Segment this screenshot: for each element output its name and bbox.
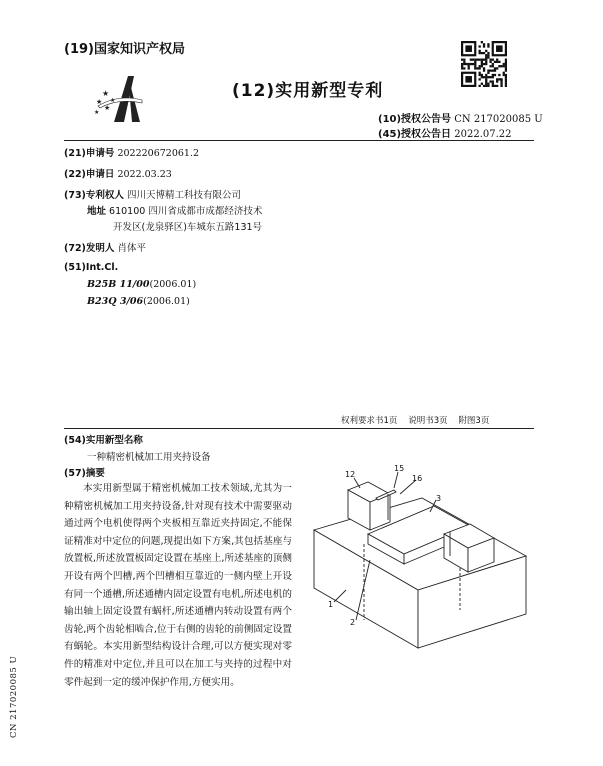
qr-module xyxy=(487,56,489,58)
qr-module xyxy=(461,59,463,61)
qr-module xyxy=(498,65,500,67)
office-name: (19)国家知识产权局 xyxy=(64,42,185,57)
qr-module xyxy=(483,63,485,65)
qr-module xyxy=(487,72,489,74)
qr-module xyxy=(500,85,502,87)
qr-module xyxy=(468,63,470,65)
application-number-row xyxy=(64,145,199,159)
qr-module xyxy=(479,50,481,52)
qr-module xyxy=(461,65,463,67)
qr-module xyxy=(463,61,465,63)
figure-label: 2 xyxy=(350,618,356,627)
qr-module xyxy=(487,69,489,71)
qr-module xyxy=(487,76,489,78)
qr-module xyxy=(481,76,483,78)
qr-module xyxy=(485,54,487,56)
cnipa-logo-graphic xyxy=(92,72,144,124)
qr-module xyxy=(505,80,507,82)
qr-module xyxy=(505,69,507,71)
utility-name: 一种精密机械加工用夹持设备 xyxy=(87,452,211,463)
publication-date-label: (45)授权公告日 xyxy=(378,129,452,140)
qr-module xyxy=(503,65,505,67)
qr-module xyxy=(481,59,483,61)
figure-label: 1 xyxy=(328,600,334,609)
qr-module xyxy=(498,78,500,80)
qr-module xyxy=(505,83,507,85)
qr-module xyxy=(503,72,505,74)
qr-module xyxy=(474,61,476,63)
qr-module xyxy=(487,83,489,85)
qr-finder xyxy=(496,45,503,52)
qr-code-graphic xyxy=(461,41,507,87)
qr-module xyxy=(483,52,485,54)
publication-date: 2022.07.22 xyxy=(454,129,512,140)
qr-module xyxy=(485,85,487,87)
figure-drawing xyxy=(300,460,538,660)
qr-module xyxy=(461,67,463,69)
qr-module xyxy=(479,67,481,69)
filing-date-label: (22)申请日 xyxy=(64,169,115,180)
qr-module xyxy=(492,85,494,87)
inventor-row xyxy=(64,240,146,254)
qr-module xyxy=(489,69,491,71)
qr-module xyxy=(503,63,505,65)
qr-module xyxy=(485,80,487,82)
qr-module xyxy=(479,52,481,54)
address-row xyxy=(87,203,262,217)
qr-finder xyxy=(465,76,472,83)
qr-finder xyxy=(465,45,472,52)
qr-module xyxy=(496,59,498,61)
qr-module xyxy=(481,65,483,67)
ipc-code: B23Q 3/06 xyxy=(87,296,144,307)
abstract-label: (57)摘要 xyxy=(64,468,105,479)
ipc-version: (2006.01) xyxy=(149,279,197,290)
patent-owner-label: (73)专利权人 xyxy=(64,190,124,201)
qr-module xyxy=(481,61,483,63)
qr-module xyxy=(463,67,465,69)
svg-text:★: ★ xyxy=(110,97,116,104)
qr-module xyxy=(474,65,476,67)
ipc-row-1 xyxy=(87,279,196,290)
qr-module xyxy=(500,80,502,82)
qr-module xyxy=(481,63,483,65)
qr-module xyxy=(496,78,498,80)
qr-module xyxy=(492,69,494,71)
filing-date: 2022.03.23 xyxy=(117,169,172,180)
qr-module xyxy=(472,63,474,65)
application-number: 202220672061.2 xyxy=(117,148,200,159)
qr-module xyxy=(483,59,485,61)
ipc-label-text: (51)Int.Cl. xyxy=(64,262,119,273)
qr-module xyxy=(487,45,489,47)
middle-divider xyxy=(64,428,534,429)
qr-module xyxy=(481,74,483,76)
inventor: 肖体平 xyxy=(117,243,146,254)
qr-module xyxy=(489,61,491,63)
qr-module xyxy=(494,74,496,76)
publication-number: CN 217020085 U xyxy=(454,114,543,125)
qr-module xyxy=(500,78,502,80)
qr-module xyxy=(474,63,476,65)
qr-module xyxy=(474,67,476,69)
qr-module xyxy=(494,61,496,63)
qr-module xyxy=(503,74,505,76)
figure-label: 3 xyxy=(436,494,442,503)
top-divider xyxy=(64,140,534,141)
qr-module xyxy=(461,63,463,65)
publication-number-label: (10)授权公告号 xyxy=(378,114,452,125)
qr-module xyxy=(463,63,465,65)
qr-module xyxy=(485,76,487,78)
publication-date-row xyxy=(378,125,512,140)
qr-module xyxy=(489,76,491,78)
qr-module xyxy=(496,80,498,82)
qr-module xyxy=(465,63,467,65)
qr-module xyxy=(481,52,483,54)
qr-module xyxy=(468,67,470,69)
qr-module xyxy=(494,69,496,71)
qr-module xyxy=(492,59,494,61)
qr-module xyxy=(487,54,489,56)
publication-number-row xyxy=(378,110,543,125)
ipc-code: B25B 11/00 xyxy=(87,279,150,290)
ipc-label xyxy=(64,262,118,273)
qr-module xyxy=(492,63,494,65)
qr-module xyxy=(505,61,507,63)
document-type-title: (12)实用新型专利 xyxy=(232,81,384,101)
patent-owner-row xyxy=(64,187,241,201)
qr-module xyxy=(492,74,494,76)
address-line-1: 610100 四川省成都市成都经济技术 xyxy=(109,206,263,217)
qr-module xyxy=(483,85,485,87)
address-label: 地址 xyxy=(87,206,107,217)
application-number-label: (21)申请号 xyxy=(64,148,115,159)
ipc-version: (2006.01) xyxy=(143,296,190,307)
qr-module xyxy=(483,76,485,78)
svg-text:★: ★ xyxy=(104,104,111,112)
qr-module xyxy=(481,83,483,85)
qr-module xyxy=(494,67,496,69)
qr-module xyxy=(479,85,481,87)
cnipa-logo xyxy=(92,72,144,124)
qr-module xyxy=(472,59,474,61)
qr-module xyxy=(483,43,485,45)
ipc-row-2 xyxy=(87,296,190,307)
qr-module xyxy=(487,52,489,54)
qr-module xyxy=(485,83,487,85)
qr-module xyxy=(505,74,507,76)
qr-module xyxy=(481,41,483,43)
qr-module xyxy=(485,59,487,61)
qr-module xyxy=(494,85,496,87)
qr-module xyxy=(485,74,487,76)
figure-label: 12 xyxy=(345,470,356,479)
qr-module xyxy=(498,74,500,76)
qr-module xyxy=(492,80,494,82)
qr-module xyxy=(483,67,485,69)
qr-module xyxy=(483,69,485,71)
qr-module xyxy=(476,67,478,69)
figure xyxy=(300,460,538,660)
qr-module xyxy=(470,63,472,65)
qr-module xyxy=(479,78,481,80)
utility-name-label-row xyxy=(64,432,143,446)
qr-module xyxy=(463,59,465,61)
qr-module xyxy=(474,59,476,61)
qr-module xyxy=(500,65,502,67)
qr-module xyxy=(505,78,507,80)
qr-module xyxy=(489,65,491,67)
inventor-label: (72)发明人 xyxy=(64,243,115,254)
qr-module xyxy=(476,59,478,61)
qr-module xyxy=(489,59,491,61)
qr-module xyxy=(489,80,491,82)
qr-module xyxy=(505,65,507,67)
qr-module xyxy=(505,67,507,69)
qr-module xyxy=(492,65,494,67)
pages-summary: 权利要求书1页 说明书3页 附图3页 xyxy=(341,416,490,426)
qr-module xyxy=(505,85,507,87)
qr-module xyxy=(485,61,487,63)
qr-module xyxy=(483,45,485,47)
filing-date-row xyxy=(64,166,172,180)
qr-module xyxy=(496,61,498,63)
qr-module xyxy=(492,76,494,78)
address-line-2: 开发区(龙泉驿区)车城东五路131号 xyxy=(113,222,263,233)
figure-label: 16 xyxy=(412,474,423,483)
qr-module xyxy=(479,45,481,47)
svg-text:★: ★ xyxy=(94,109,100,116)
qr-module xyxy=(479,74,481,76)
qr-module xyxy=(485,78,487,80)
qr-module xyxy=(496,85,498,87)
abstract-label-row xyxy=(64,465,105,479)
qr-module xyxy=(485,63,487,65)
svg-text:★: ★ xyxy=(96,98,103,106)
qr-module xyxy=(505,76,507,78)
abstract-text: 本实用新型属于精密机械加工技术领域,尤其为一种精密机械加工用夹持设备,针对现有技术中需要驱动通过两个电机使得两个夹板相互靠近夹持固定,不能保证精准对中定位的问题,现提出如下方案,其包括基座与放置板,所述放置板固定设置在基座上,所述基座的顶侧开设有两个凹槽,两个凹槽相互靠近的一侧内壁上开设有同一个通槽,所述通槽内固定设置有电机,所述电机的输出轴上固定设置有蜗杆,所述通槽内转动设置有两个齿轮,两个齿轮相啮合,位于右侧的齿轮的前侧固定设置有蜗轮。本实用新型结构设计合理,可以方便实现对零件的精准对中定位,并且可以在加工与夹持的过程中对零件起到一定的缓冲保护作用,方便实用。 xyxy=(64,483,292,688)
qr-module xyxy=(498,61,500,63)
side-publication-number: CN 217020085 U xyxy=(9,655,19,738)
patent-owner: 四川天博精工科技有限公司 xyxy=(126,190,241,201)
qr-module xyxy=(479,59,481,61)
qr-module xyxy=(470,59,472,61)
qr-module xyxy=(468,65,470,67)
svg-text:★: ★ xyxy=(102,89,110,98)
qr-module xyxy=(479,65,481,67)
qr-module xyxy=(485,50,487,52)
qr-module xyxy=(492,83,494,85)
figure-label: 15 xyxy=(394,464,405,473)
qr-module xyxy=(505,59,507,61)
qr-module xyxy=(496,67,498,69)
qr-module xyxy=(485,56,487,58)
qr-module xyxy=(479,72,481,74)
qr-module xyxy=(505,63,507,65)
qr-module xyxy=(487,85,489,87)
qr-module xyxy=(500,83,502,85)
utility-name-label: (54)实用新型名称 xyxy=(64,435,143,446)
qr-code xyxy=(461,41,507,87)
qr-module xyxy=(487,43,489,45)
